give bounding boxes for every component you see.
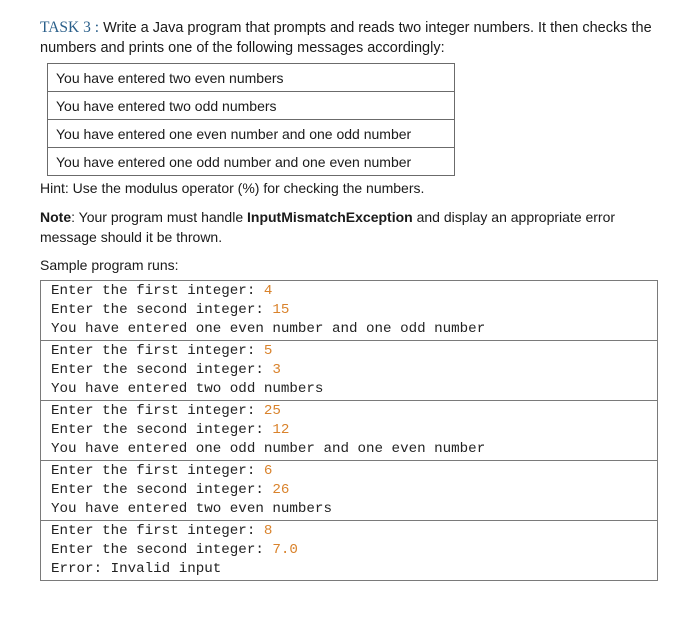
prompt-text: Enter the second integer: (51, 422, 273, 438)
sample-run (41, 460, 657, 520)
message-row (48, 120, 455, 148)
input-value: 15 (272, 302, 290, 318)
first-prompt-line (51, 342, 657, 361)
result-line: Error: Invalid input (51, 561, 222, 577)
prompt-text: Enter the first integer: (51, 523, 264, 539)
sample-run (41, 281, 657, 340)
messages-table (47, 63, 455, 176)
message-cell: You have entered one odd number and one even number (48, 148, 455, 176)
prompt-text: Enter the first integer: (51, 463, 264, 479)
sample-run (41, 400, 657, 460)
result-line: You have entered one odd number and one even number (51, 441, 486, 457)
first-prompt-line (51, 462, 657, 481)
message-cell: You have entered two odd numbers (48, 92, 455, 120)
first-prompt-line (51, 402, 657, 421)
input-value: 6 (263, 463, 273, 479)
prompt-text: Enter the first integer: (51, 283, 264, 299)
hint-text: Hint: Use the modulus operator (%) for checking the numbers. (40, 180, 425, 196)
message-row (48, 64, 455, 92)
result-line: You have entered two even numbers (51, 501, 332, 517)
input-value: 4 (263, 283, 273, 299)
task-document (40, 18, 660, 581)
task-statement (40, 18, 660, 58)
second-prompt-line (51, 361, 657, 380)
message-cell: You have entered two even numbers (48, 64, 455, 92)
second-prompt-line (51, 421, 657, 440)
note-text-2: and display an appropriate error message should it be thrown. (40, 209, 616, 245)
note-paragraph (40, 207, 660, 247)
prompt-text: Enter the second integer: (51, 302, 273, 318)
note-label: Note (40, 209, 72, 225)
result-line: You have entered two odd numbers (51, 381, 324, 397)
input-value: 5 (263, 343, 273, 359)
second-prompt-line (51, 301, 657, 320)
sample-runs-title: Sample program runs: (40, 257, 179, 273)
sample-run (41, 520, 657, 580)
second-prompt-line (51, 541, 657, 560)
note-exception: InputMismatchException (247, 209, 413, 225)
first-prompt-line (51, 282, 657, 301)
sample-run (41, 340, 657, 400)
task-label: TASK 3 : (40, 19, 100, 36)
task-text: Write a Java program that prompts and reads two integer numbers. It then checks the numbers and prints one of the following messages accordingly: (40, 20, 652, 56)
message-cell: You have entered one even number and one odd number (48, 120, 455, 148)
input-value: 25 (263, 403, 281, 419)
message-row (48, 148, 455, 176)
prompt-text: Enter the second integer: (51, 362, 273, 378)
input-value: 12 (272, 422, 290, 438)
prompt-text: Enter the second integer: (51, 542, 273, 558)
input-value: 8 (263, 523, 273, 539)
result-line: You have entered one even number and one odd number (51, 321, 486, 337)
prompt-text: Enter the second integer: (51, 482, 273, 498)
first-prompt-line (51, 522, 657, 541)
sample-runs-box (40, 280, 658, 581)
input-value: 26 (272, 482, 290, 498)
second-prompt-line (51, 481, 657, 500)
note-text-1: : Your program must handle (71, 209, 248, 225)
prompt-text: Enter the first integer: (51, 343, 264, 359)
message-row (48, 92, 455, 120)
input-value: 3 (272, 362, 281, 378)
input-value: 7.0 (272, 542, 298, 558)
prompt-text: Enter the first integer: (51, 403, 264, 419)
